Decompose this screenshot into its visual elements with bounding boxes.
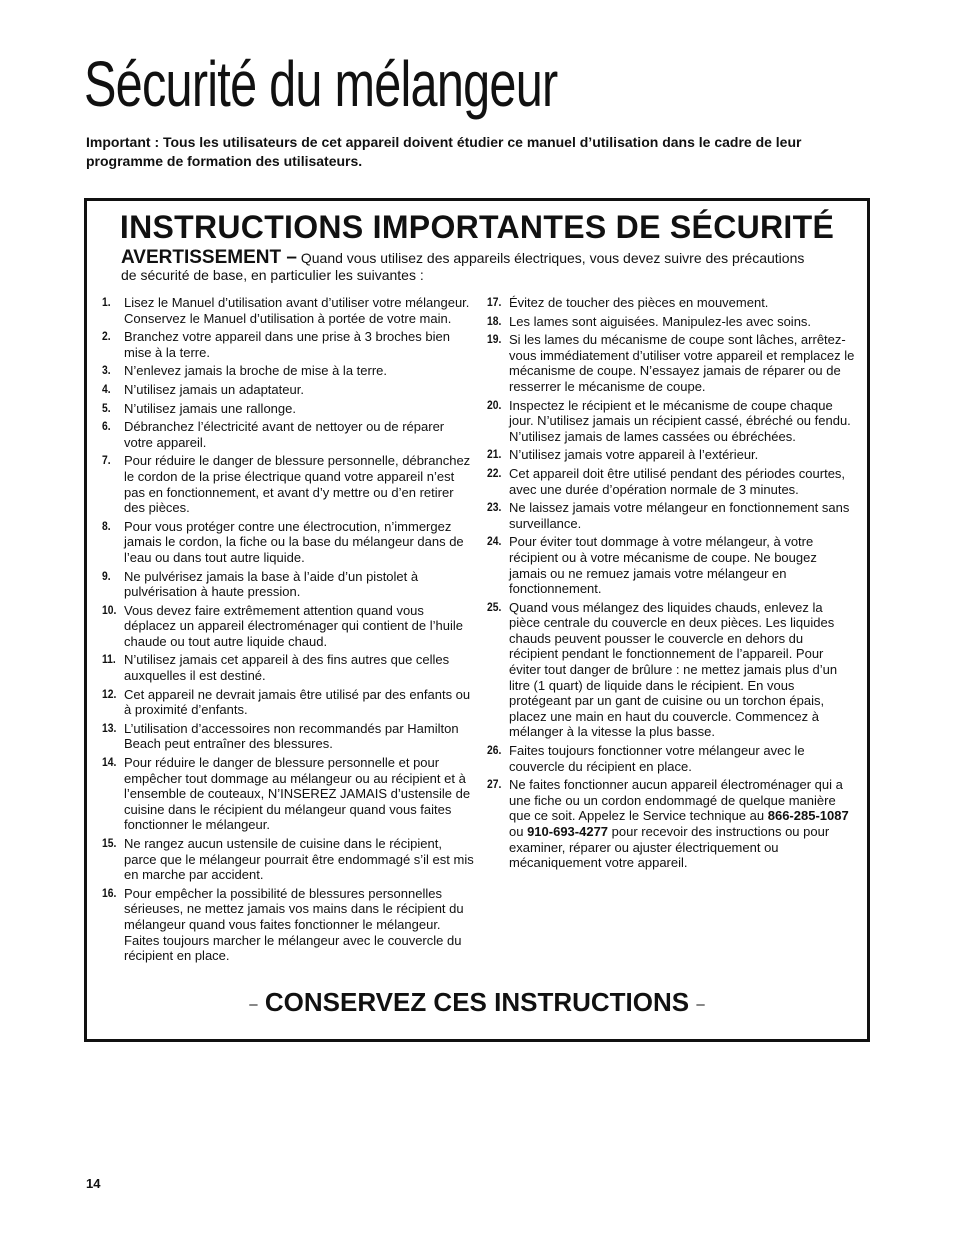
item-number: 11. xyxy=(102,652,116,667)
item-number: 21. xyxy=(487,447,502,462)
item-number: 2. xyxy=(102,329,111,344)
item-number: 23. xyxy=(487,500,502,515)
item-text: Cet appareil ne devrait jamais être utilisé par des enfants ou à proximité d’enfants. xyxy=(124,686,471,718)
item-text: Lisez le Manuel d’utilisation avant d’utiliser votre mélangeur. Conservez le Manuel d’utilisation à portée de votre main. xyxy=(124,295,470,326)
list-item xyxy=(102,755,474,833)
list-item xyxy=(102,721,474,752)
item-number: 15. xyxy=(102,836,117,850)
item-text: Les lames sont aiguisées. Manipulez-les avec soins. xyxy=(509,313,812,329)
item-number: 8. xyxy=(102,518,111,533)
page-number: 14 xyxy=(86,1176,101,1191)
page-title: Sécurité du mélangeur xyxy=(84,48,558,120)
item-number: 24. xyxy=(487,534,502,549)
box-title: INSTRUCTIONS IMPORTANTES DE SÉCURITÉ xyxy=(119,209,835,245)
item-text: N’utilisez jamais un adaptateur. xyxy=(124,381,304,397)
item-text: Ne rangez aucun ustensile de cuisine dans le récipient, parce que le mélangeur pourrait être endommagé s’il est mis en marche par accident. xyxy=(124,836,474,883)
item-number: 7. xyxy=(102,453,111,468)
item-number: 4. xyxy=(102,381,111,396)
list-item xyxy=(487,600,855,740)
item-number: 6. xyxy=(102,419,111,434)
item-number: 1. xyxy=(102,295,111,309)
item-number: 20. xyxy=(487,397,502,412)
safety-instructions-box xyxy=(84,198,870,1042)
phone-number: 866-285-1087 xyxy=(767,808,849,824)
item-text: N’utilisez jamais votre appareil à l’extérieur. xyxy=(509,447,759,463)
item-text: Débranchez l’électricité avant de nettoyer ou de réparer votre appareil. xyxy=(124,419,445,450)
list-item xyxy=(487,743,855,774)
item-number: 27. xyxy=(487,777,502,792)
list-item xyxy=(487,534,855,596)
item-text-mid: ou xyxy=(509,824,528,839)
list-item xyxy=(102,363,474,379)
warning-text: Quand vous utilisez des appareils électriques, vous devez suivre des précautions de sécurité de base, en particulier les suivantes : xyxy=(121,250,805,283)
item-text: N’enlevez jamais la broche de mise à la terre. xyxy=(124,363,388,379)
item-number: 25. xyxy=(487,599,502,614)
item-text: Pour vous protéger contre une électrocution, n’immergez jamais le cordon, la fiche ou la base du mélangeur dans de l’eau ou dans tout autre liquide. xyxy=(124,518,464,565)
list-item xyxy=(102,419,474,450)
list-item xyxy=(487,314,855,330)
list-item xyxy=(102,295,474,326)
intro-text: Important : Tous les utilisateurs de cet appareil doivent étudier ce manuel d’utilisation dans le cadre de leur programme de formation des utilisateurs. xyxy=(86,134,802,169)
item-number: 12. xyxy=(102,686,117,701)
item-text: Ne laissez jamais votre mélangeur en fonctionnement sans surveillance. xyxy=(509,500,850,531)
dash-left: – xyxy=(249,996,258,1013)
instruction-list-right xyxy=(487,295,855,874)
list-item xyxy=(487,447,855,463)
warning-paragraph xyxy=(121,249,821,284)
list-item xyxy=(487,295,855,311)
item-number: 19. xyxy=(487,332,502,347)
item-text: Ne pulvérisez jamais la base à l’aide d’un pistolet à pulvérisation à haute pression. xyxy=(124,568,419,600)
instruction-list-left xyxy=(102,295,474,967)
item-text: Si les lames du mécanisme de coupe sont lâches, arrêtez-vous immédiatement d’utiliser votre appareil et remplacez le mécanisme de coupe. N’essayez jamais de réparer ou de resserrer le mécanisme de coupe. xyxy=(509,332,855,394)
item-text: Évitez de toucher des pièces en mouvement. xyxy=(509,295,769,310)
list-item xyxy=(102,382,474,398)
conserve-instructions-footer xyxy=(87,987,867,1018)
item-number: 13. xyxy=(102,720,117,735)
item-number: 5. xyxy=(102,400,111,415)
item-text: Quand vous mélangez des liquides chauds, enlevez la pièce centrale du couvercle en deux pièces. Les liquides chauds peuvent pousser le couvercle en dehors du récipient pendant le fonctionnement de l’appareil. Pour éviter tout danger de brûlure : ne mettez jamais plus d’un litre (1 quart) de liquide dans le récipient. En vous protégeant par un gant de cuisine ou un torchon épais, placez une main en haut du couvercle. Commencez à mélanger à la vitesse la plus basse. xyxy=(509,599,838,740)
item-number: 3. xyxy=(102,363,111,378)
list-item xyxy=(102,329,474,360)
list-item xyxy=(102,453,474,515)
list-item xyxy=(102,687,474,718)
item-number: 14. xyxy=(102,755,117,770)
item-text: Pour réduire le danger de blessure personnelle et pour empêcher tout dommage au mélangeur ou au récipient et à l’ensemble de couteaux, N’INSEREZ JAMAIS d’ustensile de cuisine dans le récipient du mélangeur quand vous faites fonctionner le mélangeur. xyxy=(124,755,471,833)
item-number: 17. xyxy=(487,295,502,309)
item-text-before: Ne faites fonctionner aucun appareil électroménager qui a une fiche ou un cordon endommagé de quelque manière que ce soit. Appelez le Service technique au xyxy=(509,777,843,824)
item-number: 22. xyxy=(487,465,502,480)
item-text: L’utilisation d’accessoires non recommandés par Hamilton Beach peut entraîner des blessures. xyxy=(124,720,459,752)
list-item xyxy=(102,886,474,964)
dash-right: – xyxy=(696,996,705,1013)
item-text: Faites toujours fonctionner votre mélangeur avec le couvercle du récipient en place. xyxy=(509,743,805,774)
item-text: N’utilisez jamais cet appareil à des fins autres que celles auxquelles il est destiné. xyxy=(124,652,450,684)
item-text: Branchez votre appareil dans une prise à 3 broches bien mise à la terre. xyxy=(124,329,450,360)
item-number: 26. xyxy=(487,743,502,758)
item-text: N’utilisez jamais une rallonge. xyxy=(124,400,296,416)
list-item xyxy=(102,652,474,683)
list-item xyxy=(487,332,855,394)
list-item xyxy=(102,519,474,566)
item-number: 16. xyxy=(102,885,117,900)
phone-number: 910-693-4277 xyxy=(527,824,609,839)
item-number: 10. xyxy=(102,602,117,617)
list-item xyxy=(102,401,474,417)
item-text: Pour empêcher la possibilité de blessures personnelles sérieuses, ne mettez jamais vos mains dans le récipient du mélangeur quand vous faites fonctionner le mélangeur. Faites toujours marcher le mélangeur avec le couvercle du récipient en place. xyxy=(124,885,464,964)
item-text: Pour réduire le danger de blessure personnelle, débranchez le cordon de la prise électrique quand votre appareil n’est pas en fonctionnement, et avant d’y mettre ou d’en retirer des pièces. xyxy=(124,453,471,516)
list-item xyxy=(102,836,474,883)
footer-text: CONSERVEZ CES INSTRUCTIONS xyxy=(264,987,690,1017)
item-text: Inspectez le récipient et le mécanisme de coupe chaque jour. N’utilisez jamais un récipient cassé, ébréché ou fendu. N’utilisez jamais de lames cassées ou ébréchées. xyxy=(509,397,851,444)
item-text: Vous devez faire extrêmement attention quand vous déplacez un appareil électroménager qui contient de l’huile chaude ou tout autre liquide chaud. xyxy=(124,602,463,649)
item-text: Cet appareil doit être utilisé pendant des périodes courtes, avec une durée d’opération normale de 3 minutes. xyxy=(509,465,846,497)
warning-lead: AVERTISSEMENT – xyxy=(121,247,297,268)
item-text: Pour éviter tout dommage à votre mélangeur, à votre récipient ou à votre mécanisme de coupe. Ne bougez jamais ou ne remuez jamais votre mélangeur en fonctionnement. xyxy=(509,534,817,597)
list-item xyxy=(487,398,855,445)
list-item xyxy=(102,603,474,650)
list-item xyxy=(487,500,855,531)
list-item xyxy=(102,569,474,600)
item-number: 9. xyxy=(102,568,111,583)
list-item xyxy=(487,466,855,497)
item-number: 18. xyxy=(487,313,502,328)
item-text-after: pour recevoir des instructions ou pour examiner, réparer ou ajuster électriquement ou mécaniquement votre appareil. xyxy=(509,824,830,871)
list-item xyxy=(487,777,855,871)
